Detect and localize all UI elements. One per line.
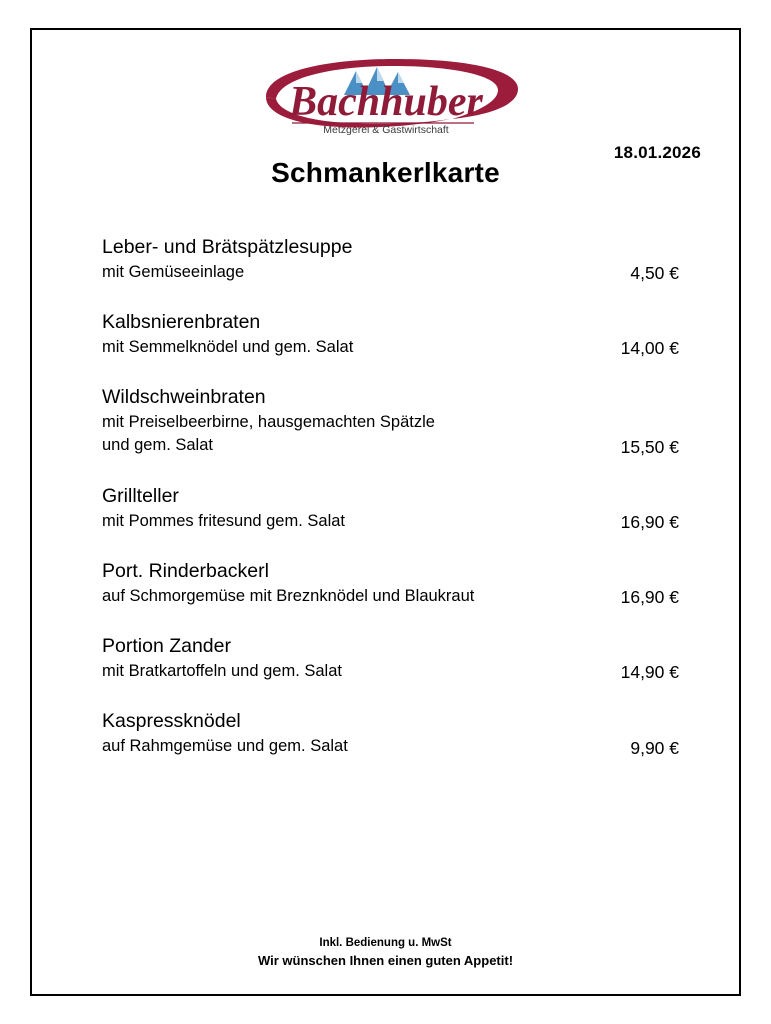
menu-item-name: Wildschweinbraten [102,386,266,409]
menu-item-description: mit Semmelknödel und gem. Salat [102,337,354,356]
menu-item-price: 16,90 € [620,587,679,608]
menu-item-price: 14,90 € [620,662,679,683]
menu-item-description: auf Schmorgemüse mit Breznknödel und Blaukraut [102,586,475,605]
menu-date: 18.01.2026 [613,143,701,162]
menu-item-description [102,411,589,458]
menu-item [102,385,679,458]
menu-item-name: Portion Zander [102,635,231,658]
menu-item-list [70,235,701,759]
menu-sheet [30,28,741,996]
menu-item [102,709,679,758]
menu-item-name: Grillteller [102,484,179,507]
menu-item-price: 9,90 € [630,737,679,758]
bachhuber-logo-icon [236,53,536,139]
menu-item [102,634,679,683]
menu-item-description: auf Rahmgemüse und gem. Salat [102,737,348,756]
menu-item-price: 16,90 € [620,512,679,533]
menu-item-description: mit Gemüseeinlage [102,262,245,281]
menu-item [102,310,679,359]
menu-item [102,235,679,284]
menu-item-description-line1: mit Preiselbeerbirne, hausgemachten Spätzle [102,413,435,432]
menu-item-description: mit Pommes fritesund gem. Salat [102,511,346,530]
svg-text:Metzgerei & Gastwirtschaft: Metzgerei & Gastwirtschaft [322,124,449,136]
menu-item-price: 4,50 € [630,263,679,284]
menu-footer [32,935,739,970]
menu-item-description-line2: und gem. Salat [102,436,213,455]
menu-item-name: Kaspressknödel [102,710,241,733]
page-title: Schmankerlkarte [271,157,500,188]
menu-item-price: 14,00 € [620,338,679,359]
menu-item-name: Kalbsnierenbraten [102,311,261,334]
menu-item-description: mit Bratkartoffeln und gem. Salat [102,661,342,680]
menu-item [102,559,679,608]
menu-item-name: Port. Rinderbackerl [102,560,269,583]
restaurant-logo [236,53,536,139]
svg-text:Bachhuber: Bachhuber [288,79,483,125]
footer-note: Inkl. Bedienung u. MwSt [319,936,452,949]
menu-item-price: 15,50 € [620,436,679,457]
menu-item [102,484,679,533]
menu-item-name: Leber- und Brätspätzlesuppe [102,236,353,258]
footer-wish: Wir wünschen Ihnen einen guten Appetit! [257,952,514,968]
